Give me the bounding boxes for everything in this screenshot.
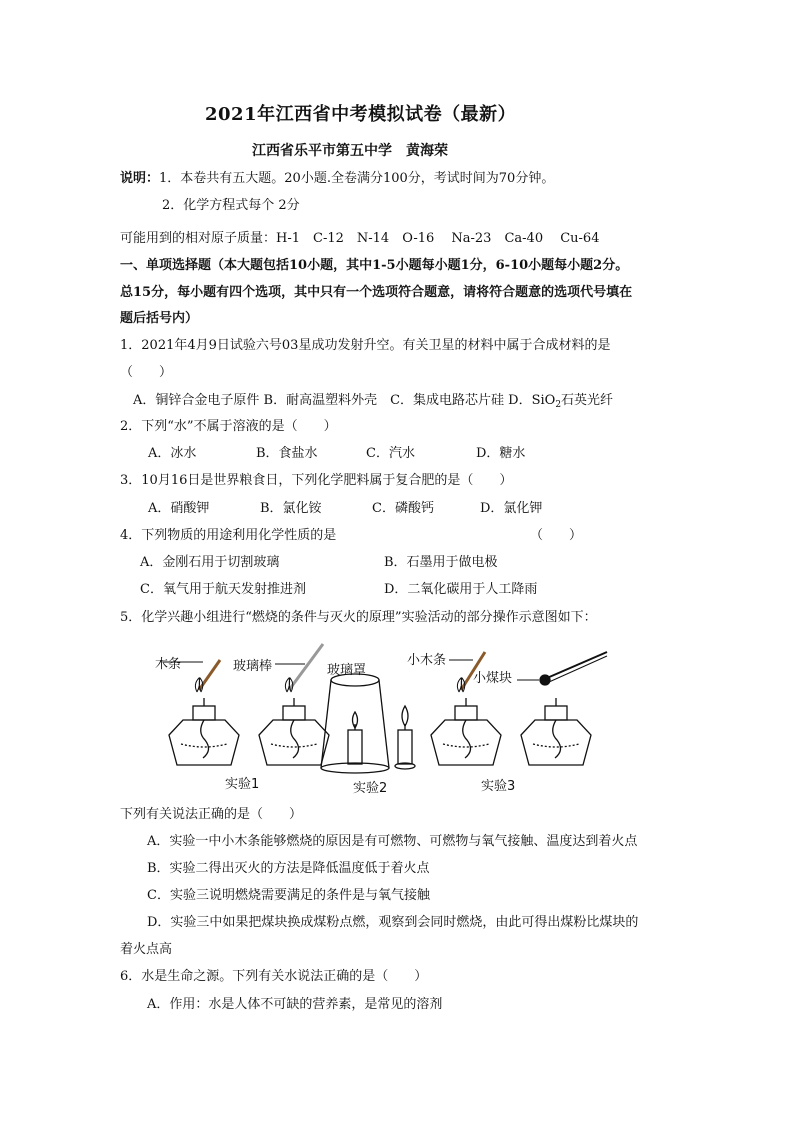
alcohol-lamp-3	[431, 698, 501, 765]
label-experiment-2: 实验2	[353, 781, 388, 796]
question-2-option-b: B．食盐水	[256, 446, 318, 461]
instructions-label: 说明：	[120, 171, 160, 186]
question-4-stem: 4．下列物质的用途利用化学性质的是	[120, 528, 337, 543]
question-4-option-c: C．氧气用于航天发射推进剂	[140, 582, 306, 597]
question-1-bracket: （ ）	[120, 365, 173, 380]
question-2-stem: 2．下列“水”不属于溶液的是（ ）	[120, 419, 337, 434]
label-small-wood: 小木条	[407, 653, 447, 668]
label-experiment-3: 实验3	[481, 779, 516, 794]
wood-stick	[199, 660, 220, 690]
alcohol-lamp-2	[259, 698, 329, 765]
alcohol-lamp-4	[521, 698, 591, 765]
instructions-item-1: 1．本卷共有五大题。20小题.全卷满分100分，考试时间为70分钟。	[159, 171, 555, 186]
question-6-option-a: A．作用：水是人体不可缺的营养素，是常见的溶剂	[147, 997, 443, 1012]
question-5-question: 下列有关说法正确的是（ ）	[120, 807, 303, 822]
section-1-line-3: 题后括号内）	[120, 311, 199, 326]
question-3-option-a: A．硝酸钾	[148, 501, 210, 516]
candle-2	[395, 706, 415, 769]
question-4-bracket: （ ）	[530, 528, 583, 543]
question-2-option-d: D．糖水	[476, 446, 526, 461]
glass-rod	[289, 644, 323, 690]
coal-lump	[540, 675, 550, 685]
question-3-option-d: D．氯化钾	[480, 501, 543, 516]
question-5-option-b: B．实验二得出灭火的方法是降低温度低于着火点	[147, 861, 430, 876]
question-1-options-text: A．铜锌合金电子原件 B．耐高温塑料外壳 C．集成电路芯片硅 D．SiO	[133, 393, 556, 408]
label-bell-jar: 玻璃罩	[327, 663, 367, 678]
label-wood: 木条	[155, 657, 182, 672]
question-3-stem: 3．10月16日是世界粮食日，下列化学肥料属于复合肥的是（ ）	[120, 473, 513, 488]
candle-1	[348, 712, 362, 764]
question-4-option-b: B．石墨用于做电极	[384, 555, 498, 570]
section-1-line-1: 一、单项选择题（本大题包括10小题，其中1-5小题每小题1分，6-10小题每小题2分。	[120, 258, 629, 273]
question-5-option-a: A．实验一中小木条能够燃烧的原因是有可燃物、可燃物与氧气接触、温度达到着火点	[147, 834, 638, 849]
label-glass-rod: 玻璃棒	[233, 659, 273, 674]
question-3-option-c: C．磷酸钙	[372, 501, 434, 516]
tweezers	[547, 652, 607, 678]
question-1-stem: 1．2021年4月9日试验六号03星成功发射升空。有关卫星的材料中属于合成材料的是	[120, 338, 611, 353]
question-5-option-d-line-2: 着火点高	[120, 942, 173, 957]
question-4-option-d: D．二氧化碳用于人工降雨	[384, 582, 538, 597]
instructions-item-2: 2．化学方程式每个 2分	[162, 198, 300, 213]
experiment-diagram	[155, 640, 615, 800]
question-3-option-b: B．氯化铵	[260, 501, 322, 516]
label-coal: 小煤块	[473, 671, 513, 686]
instructions-line-1	[120, 170, 554, 188]
label-experiment-1: 实验1	[225, 777, 260, 792]
section-1-line-2: 总15分，每小题有四个选项，其中只有一个选项符合题意，请将符合题意的选项代号填在	[120, 285, 633, 300]
question-2-option-a: A．冰水	[148, 446, 197, 461]
question-4-option-a: A．金刚石用于切割玻璃	[140, 555, 280, 570]
question-2-option-c: C．汽水	[366, 446, 415, 461]
question-5-option-d-line-1: D．实验三中如果把煤块换成煤粉点燃，观察到会同时燃烧，由此可得出煤粉比煤块的	[147, 915, 639, 930]
question-1-options-tail: 石英光纤	[561, 393, 614, 408]
question-5-stem: 5．化学兴趣小组进行“燃烧的条件与灭火的原理”实验活动的部分操作示意图如下：	[120, 610, 597, 625]
question-5-option-c: C．实验三说明燃烧需要满足的条件是与氧气接触	[147, 888, 430, 903]
author-line: 江西省乐平市第五中学 黄海荣	[252, 143, 448, 159]
alcohol-lamp-1	[169, 698, 239, 765]
question-6-stem: 6．水是生命之源。下列有关水说法正确的是（ ）	[120, 969, 428, 984]
combustion-experiment-figure	[155, 640, 615, 800]
question-1-subscript: 2	[555, 400, 562, 410]
atomic-masses: 可能用到的相对原子质量：H-1 C-12 N-14 O-16 Na-23 Ca-40 Cu-64	[120, 231, 600, 246]
page-title: 2021年江西省中考模拟试卷（最新）	[205, 104, 517, 125]
question-1-options	[133, 392, 613, 410]
